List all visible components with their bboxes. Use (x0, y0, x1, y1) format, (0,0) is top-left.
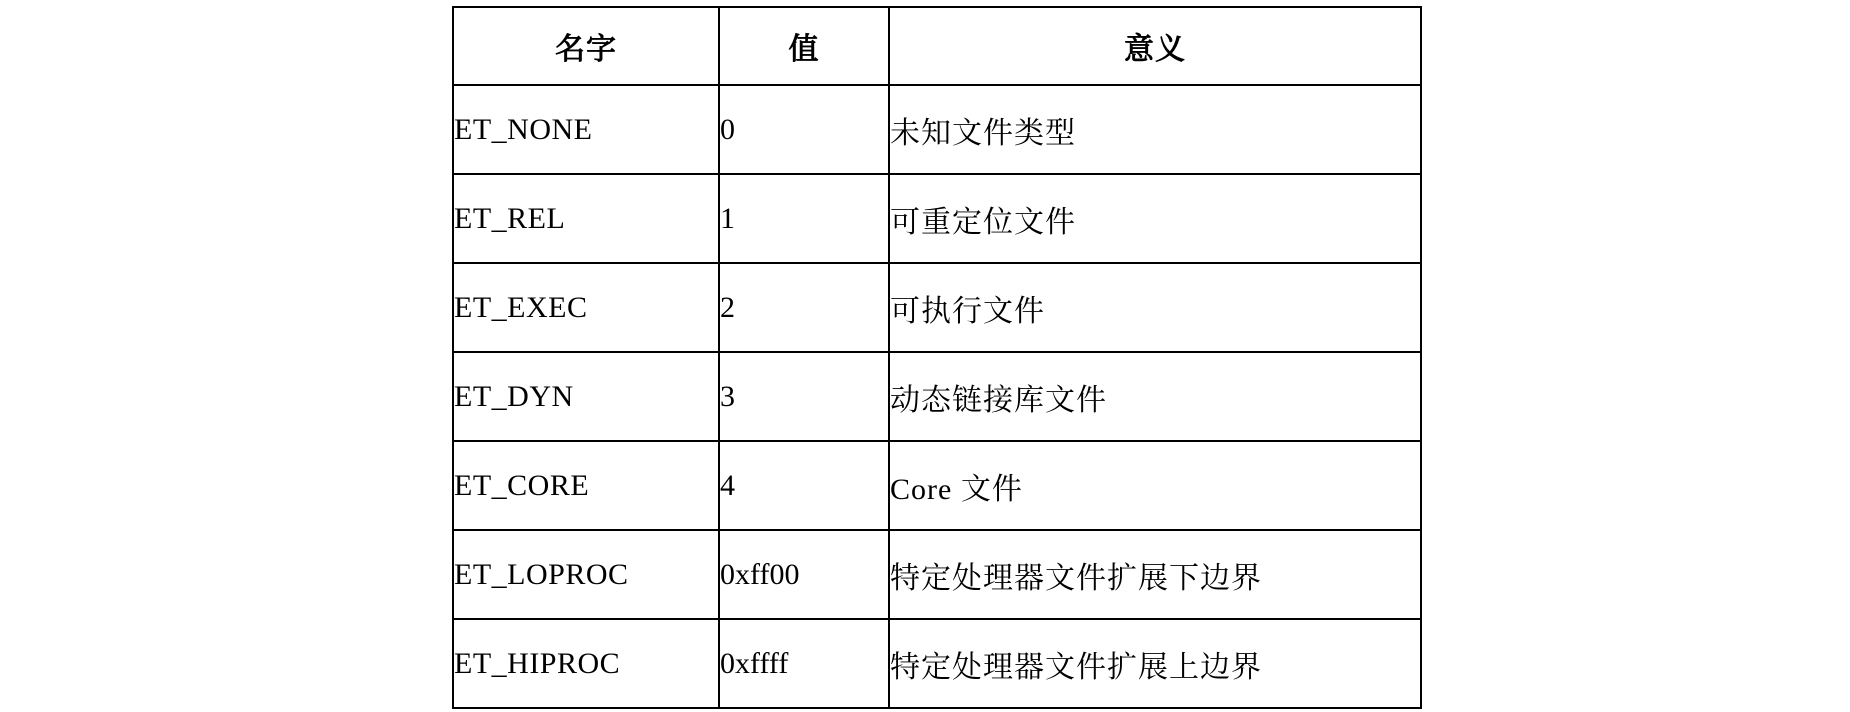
cell-meaning: 动态链接库文件 (889, 352, 1421, 441)
table-row (453, 174, 1421, 263)
cell-name: ET_NONE (453, 85, 719, 174)
column-header-meaning: 意义 (889, 7, 1421, 85)
cell-value: 2 (719, 263, 889, 352)
cell-meaning: 可重定位文件 (889, 174, 1421, 263)
cell-value: 4 (719, 441, 889, 530)
cell-name: ET_REL (453, 174, 719, 263)
cell-meaning: 特定处理器文件扩展上边界 (889, 619, 1421, 708)
table-row (453, 352, 1421, 441)
table-row (453, 263, 1421, 352)
cell-name: ET_DYN (453, 352, 719, 441)
elf-type-table (452, 6, 1422, 709)
cell-name: ET_LOPROC (453, 530, 719, 619)
cell-name: ET_HIPROC (453, 619, 719, 708)
cell-meaning: 未知文件类型 (889, 85, 1421, 174)
cell-value: 0 (719, 85, 889, 174)
table-row (453, 530, 1421, 619)
cell-value: 0xff00 (719, 530, 889, 619)
column-header-name: 名字 (453, 7, 719, 85)
cell-meaning: 特定处理器文件扩展下边界 (889, 530, 1421, 619)
cell-meaning: Core 文件 (889, 441, 1421, 530)
cell-meaning: 可执行文件 (889, 263, 1421, 352)
table-header (453, 7, 1421, 85)
cell-value: 0xffff (719, 619, 889, 708)
table-row (453, 85, 1421, 174)
table-row (453, 441, 1421, 530)
table-row (453, 619, 1421, 708)
table-body (453, 85, 1421, 708)
cell-name: ET_EXEC (453, 263, 719, 352)
table-header-row (453, 7, 1421, 85)
cell-value: 1 (719, 174, 889, 263)
column-header-value: 值 (719, 7, 889, 85)
cell-name: ET_CORE (453, 441, 719, 530)
cell-value: 3 (719, 352, 889, 441)
elf-type-table-container (452, 6, 1420, 709)
